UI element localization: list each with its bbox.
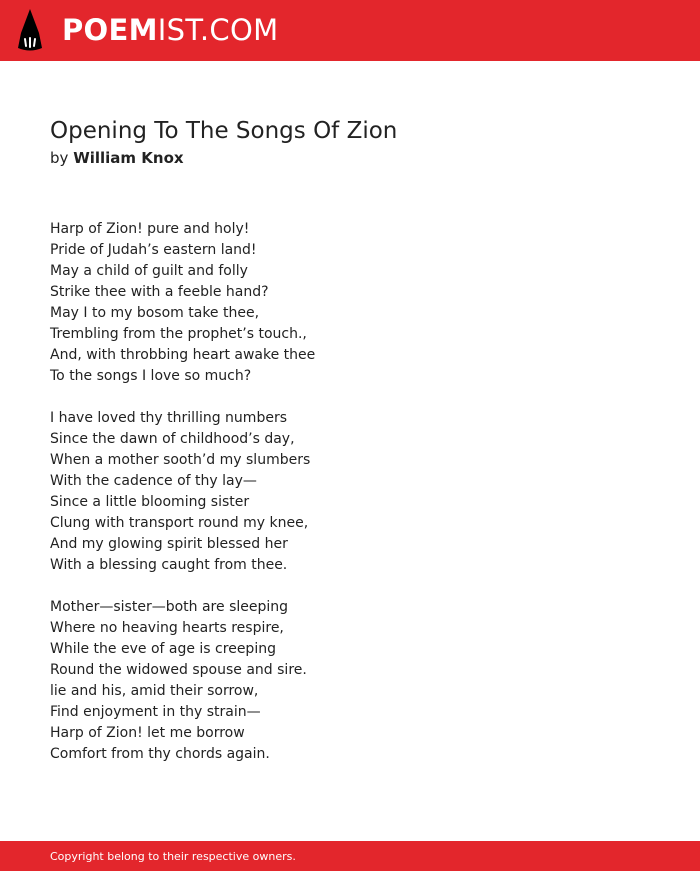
poem-line: With a blessing caught from thee. — [50, 557, 288, 573]
poem-line: Where no heaving hearts respire, — [50, 620, 284, 636]
poem-byline — [50, 148, 184, 169]
poem-line: Harp of Zion! let me borrow — [50, 725, 245, 741]
poem-line: Find enjoyment in thy strain— — [50, 704, 261, 720]
poem-line: Mother—sister—both are sleeping — [50, 599, 289, 615]
by-label: by — [50, 149, 69, 167]
poem-line: I have loved thy thrilling numbers — [50, 410, 287, 426]
poem-title: Opening To The Songs Of Zion — [50, 118, 398, 144]
poem-body — [50, 219, 650, 786]
poem-line: Since a little blooming sister — [50, 494, 250, 510]
poem-line: While the eve of age is creeping — [50, 641, 276, 657]
poem-line: With the cadence of thy lay— — [50, 473, 257, 489]
poem-line: Since the dawn of childhood’s day, — [50, 431, 295, 447]
poem-line: May a child of guilt and folly — [50, 263, 248, 279]
logo-text-bold: POEM — [62, 13, 158, 47]
poem-stanza — [50, 408, 650, 576]
poem-author: William Knox — [73, 149, 184, 167]
poem-line: Clung with transport round my knee, — [50, 515, 309, 531]
poem-line: Harp of Zion! pure and holy! — [50, 221, 250, 237]
poem-line: Trembling from the prophet’s touch., — [50, 326, 307, 342]
poem-line: May I to my bosom take thee, — [50, 305, 260, 321]
poem-stanza — [50, 219, 650, 387]
poem-line: Round the widowed spouse and sire. — [50, 662, 307, 678]
site-header — [0, 0, 700, 61]
poem-line: lie and his, amid their sorrow, — [50, 683, 259, 699]
poem-line: Comfort from thy chords again. — [50, 746, 270, 762]
poem-line: When a mother sooth’d my slumbers — [50, 452, 311, 468]
poem-line: To the songs I love so much? — [50, 368, 252, 384]
poem-line: And my glowing spirit blessed her — [50, 536, 288, 552]
poem-line: And, with throbbing heart awake thee — [50, 347, 316, 363]
site-footer — [0, 841, 700, 871]
poem-line: Pride of Judah’s eastern land! — [50, 242, 257, 258]
poem-stanza — [50, 597, 650, 765]
site-logo[interactable] — [62, 13, 278, 47]
pencil-tip-icon — [17, 9, 43, 51]
copyright-text: Copyright belong to their respective owners. — [50, 850, 296, 863]
logo-text-light: IST.COM — [157, 13, 279, 47]
poem-line: Strike thee with a feeble hand? — [50, 284, 269, 300]
